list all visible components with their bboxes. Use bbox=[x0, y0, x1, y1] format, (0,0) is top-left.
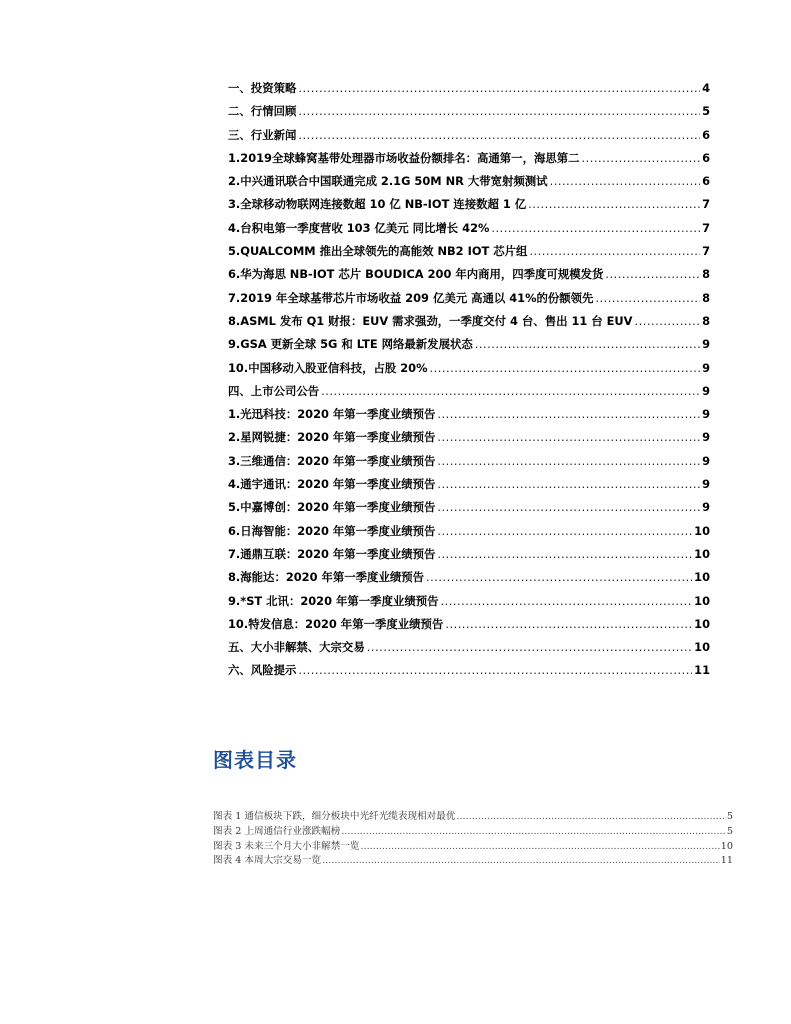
toc-entry-page: 4 bbox=[702, 81, 710, 95]
figure-entry[interactable] bbox=[213, 808, 733, 823]
figure-entry[interactable] bbox=[213, 852, 733, 867]
toc-entry-number: 三、 bbox=[228, 127, 251, 142]
toc-entry-page: 9 bbox=[702, 360, 710, 375]
figure-entry-title: 图表 2 上周通信行业涨跌幅榜 bbox=[213, 825, 341, 837]
toc-entry-number: 六、 bbox=[228, 663, 251, 678]
toc-entry-page: 10 bbox=[694, 593, 710, 608]
toc-entry-page: 9 bbox=[702, 500, 710, 515]
toc-entry-number: 7. bbox=[228, 546, 241, 561]
toc-entry-number: 3. bbox=[228, 197, 241, 212]
toc-entry-number: 10. bbox=[228, 616, 249, 631]
toc-leader-dots bbox=[426, 570, 692, 584]
toc-leader-dots bbox=[437, 500, 700, 514]
toc-leader-dots bbox=[437, 477, 700, 491]
toc-entry[interactable] bbox=[228, 336, 710, 359]
toc-entry-number: 5. bbox=[228, 244, 241, 259]
toc-entry-title: 台积电第一季度营收 103 亿美元 同比增长 42% bbox=[240, 220, 490, 235]
toc-entry-page: 7 bbox=[702, 197, 710, 212]
toc-entry[interactable] bbox=[228, 523, 710, 546]
toc-entry[interactable] bbox=[228, 80, 710, 103]
toc-leader-dots bbox=[550, 174, 700, 188]
toc-entry[interactable] bbox=[228, 220, 710, 243]
toc-leader-dots bbox=[437, 524, 692, 538]
toc-entry-page: 10 bbox=[694, 640, 710, 655]
toc-leader-dots bbox=[321, 384, 700, 398]
toc-entry-title: 上市公司公告 bbox=[250, 383, 320, 398]
toc-entry-number: 一、 bbox=[228, 81, 251, 95]
toc-entry[interactable] bbox=[228, 476, 710, 499]
toc-entry[interactable] bbox=[228, 546, 710, 569]
figure-leader-dots bbox=[322, 855, 720, 866]
toc-entry-title: 海能达：2020 年第一季度业绩预告 bbox=[240, 570, 425, 585]
toc-entry-page: 6 bbox=[702, 150, 710, 165]
toc-entry-number: 1. bbox=[228, 407, 241, 422]
toc-entry-number: 5. bbox=[228, 500, 241, 515]
toc-entry-title: *ST 北讯：2020 年第一季度业绩预告 bbox=[240, 593, 439, 608]
figure-leader-dots bbox=[361, 841, 720, 852]
toc-entry-number: 五、 bbox=[228, 640, 251, 655]
toc-entry-title: 中嘉博创：2020 年第一季度业绩预告 bbox=[240, 500, 436, 515]
figure-leader-dots bbox=[341, 826, 726, 837]
toc-entry-title: 华为海思 NB-IOT 芯片 BOUDICA 200 年内商用，四季度可规模发货 bbox=[240, 267, 604, 282]
toc-entry-page: 8 bbox=[702, 313, 710, 328]
toc-entry-number: 8. bbox=[228, 313, 241, 328]
toc-entry-page: 7 bbox=[702, 220, 710, 235]
toc-entry-title: 行情回顾 bbox=[250, 104, 297, 119]
toc-entry[interactable] bbox=[228, 196, 710, 219]
toc-entry[interactable] bbox=[228, 266, 710, 289]
figure-entry[interactable] bbox=[213, 838, 733, 853]
toc-entry-title: 2019 年全球基带芯片市场收益 209 亿美元 高通以 41%的份额领先 bbox=[240, 290, 594, 305]
figure-entry-title: 图表 3 未来三个月大小非解禁一览 bbox=[213, 840, 360, 852]
toc-entry-title: ASML 发布 Q1 财报：EUV 需求强劲，一季度交付 4 台、售出 11 台 EUV bbox=[240, 313, 633, 328]
figures-heading: 图表目录 bbox=[213, 748, 297, 772]
toc-leader-dots bbox=[605, 267, 700, 281]
toc-leader-dots bbox=[595, 291, 700, 305]
toc-leader-dots bbox=[430, 361, 701, 375]
toc-entry[interactable] bbox=[228, 103, 710, 126]
toc-leader-dots bbox=[491, 221, 700, 235]
toc-leader-dots bbox=[437, 430, 700, 444]
toc-leader-dots bbox=[529, 244, 700, 258]
toc-entry-number: 4. bbox=[228, 220, 241, 235]
toc-entry-page: 8 bbox=[702, 290, 710, 305]
figure-entry-page: 5 bbox=[726, 825, 733, 837]
figure-leader-dots bbox=[456, 811, 725, 822]
toc-entry-page: 10 bbox=[694, 616, 710, 631]
toc-entry-number: 四、 bbox=[228, 383, 251, 398]
toc-leader-dots bbox=[634, 314, 700, 328]
toc-entry-page: 10 bbox=[694, 570, 710, 585]
toc-leader-dots bbox=[298, 81, 700, 95]
toc-entry-page: 9 bbox=[702, 453, 710, 468]
toc-entry[interactable] bbox=[228, 662, 710, 685]
toc-entry-number: 3. bbox=[228, 453, 241, 468]
toc-entry-title: 中兴通讯联合中国联通完成 2.1G 50M NR 大带宽射频测试 bbox=[240, 174, 548, 189]
toc-leader-dots bbox=[437, 454, 700, 468]
toc-entry[interactable] bbox=[228, 593, 710, 616]
figures-list bbox=[213, 808, 733, 867]
toc-entry-page: 9 bbox=[702, 477, 710, 492]
figure-entry-page: 10 bbox=[720, 840, 733, 852]
toc-entry-number: 6. bbox=[228, 267, 241, 282]
toc-entry-title: 2019全球蜂窝基带处理器市场收益份额排名：高通第一，海思第二 bbox=[240, 150, 580, 165]
figure-entry-page: 5 bbox=[726, 811, 733, 822]
toc-entry-page: 6 bbox=[702, 174, 710, 189]
toc-leader-dots bbox=[298, 663, 692, 677]
toc-entry[interactable] bbox=[228, 429, 710, 452]
toc-entry-title: 行业新闻 bbox=[250, 127, 297, 142]
toc-entry-number: 9. bbox=[228, 337, 241, 352]
figure-entry[interactable] bbox=[213, 823, 733, 838]
toc-entry-number: 4. bbox=[228, 477, 241, 492]
toc-entry-title: QUALCOMM 推出全球领先的高能效 NB2 IOT 芯片组 bbox=[240, 244, 528, 259]
figure-entry-title: 图表 1 通信板块下跌，细分板块中光纤光缆表现相对最优 bbox=[213, 811, 456, 822]
toc-entry-number: 7. bbox=[228, 290, 241, 305]
toc-leader-dots bbox=[437, 407, 700, 421]
toc-entry[interactable] bbox=[228, 173, 710, 196]
toc-entry-number: 6. bbox=[228, 523, 241, 538]
toc-entry-number: 10. bbox=[228, 360, 249, 375]
toc-entry[interactable] bbox=[228, 406, 710, 429]
toc-entry-page: 10 bbox=[694, 546, 710, 561]
toc-entry[interactable] bbox=[228, 499, 710, 522]
toc-entry[interactable] bbox=[228, 150, 710, 173]
toc-entry-page: 6 bbox=[702, 127, 710, 142]
toc-entry-number: 二、 bbox=[228, 104, 251, 119]
toc-entry-number: 2. bbox=[228, 430, 241, 445]
toc-entry-title: 光迅科技：2020 年第一季度业绩预告 bbox=[240, 407, 436, 422]
toc-entry-page: 7 bbox=[702, 244, 710, 259]
toc-entry-page: 9 bbox=[702, 383, 710, 398]
toc-entry-page: 8 bbox=[702, 267, 710, 282]
toc-leader-dots bbox=[298, 128, 700, 142]
toc-entry[interactable] bbox=[228, 569, 710, 592]
toc-entry-title: 投资策略 bbox=[250, 81, 297, 95]
toc-entry-page: 9 bbox=[702, 337, 710, 352]
toc-leader-dots bbox=[298, 104, 700, 118]
toc-entry-number: 9. bbox=[228, 593, 241, 608]
toc-entry-title: 风险提示 bbox=[250, 663, 297, 678]
toc-leader-dots bbox=[367, 640, 692, 654]
toc-entry-page: 10 bbox=[694, 523, 710, 538]
toc-entry-number: 8. bbox=[228, 570, 241, 585]
toc-entry-title: 日海智能：2020 年第一季度业绩预告 bbox=[240, 523, 436, 538]
figure-entry-title: 图表 4 本周大宗交易一览 bbox=[213, 855, 322, 867]
toc-entry[interactable] bbox=[228, 313, 710, 336]
toc-entry-page: 9 bbox=[702, 430, 710, 445]
toc-entry-title: 全球移动物联网连接数超 10 亿 NB-IOT 连接数超 1 亿 bbox=[240, 197, 527, 212]
toc-leader-dots bbox=[582, 151, 700, 165]
toc-leader-dots bbox=[441, 594, 693, 608]
toc-entry-title: 三维通信：2020 年第一季度业绩预告 bbox=[240, 453, 436, 468]
toc-entry-page: 11 bbox=[694, 663, 710, 678]
toc-entry[interactable] bbox=[228, 639, 710, 662]
toc-leader-dots bbox=[475, 337, 700, 351]
toc-entry[interactable] bbox=[228, 360, 710, 383]
toc-entry[interactable] bbox=[228, 127, 710, 150]
figure-entry-page: 11 bbox=[720, 855, 733, 867]
toc-entry-title: 大小非解禁、大宗交易 bbox=[250, 640, 365, 655]
toc-leader-dots bbox=[437, 547, 692, 561]
toc-entry[interactable] bbox=[228, 383, 710, 406]
toc-entry[interactable] bbox=[228, 616, 710, 639]
toc-entry[interactable] bbox=[228, 290, 710, 313]
toc-entry[interactable] bbox=[228, 453, 710, 476]
toc-entry-title: 通宇通讯：2020 年第一季度业绩预告 bbox=[240, 477, 436, 492]
toc-entry-number: 2. bbox=[228, 174, 241, 189]
toc-entry-title: 通鼎互联：2020 年第一季度业绩预告 bbox=[240, 546, 436, 561]
toc-leader-dots bbox=[445, 617, 692, 631]
toc-entry-page: 5 bbox=[702, 104, 710, 119]
table-of-contents bbox=[228, 80, 710, 686]
toc-entry-title: 特发信息：2020 年第一季度业绩预告 bbox=[248, 616, 444, 631]
toc-entry[interactable] bbox=[228, 243, 710, 266]
toc-entry-title: 星网锐捷：2020 年第一季度业绩预告 bbox=[240, 430, 436, 445]
toc-entry-title: 中国移动入股亚信科技，占股 20% bbox=[248, 360, 428, 375]
toc-leader-dots bbox=[528, 197, 700, 211]
toc-entry-number: 1. bbox=[228, 150, 241, 165]
toc-entry-title: GSA 更新全球 5G 和 LTE 网络最新发展状态 bbox=[240, 337, 473, 352]
toc-entry-page: 9 bbox=[702, 407, 710, 422]
